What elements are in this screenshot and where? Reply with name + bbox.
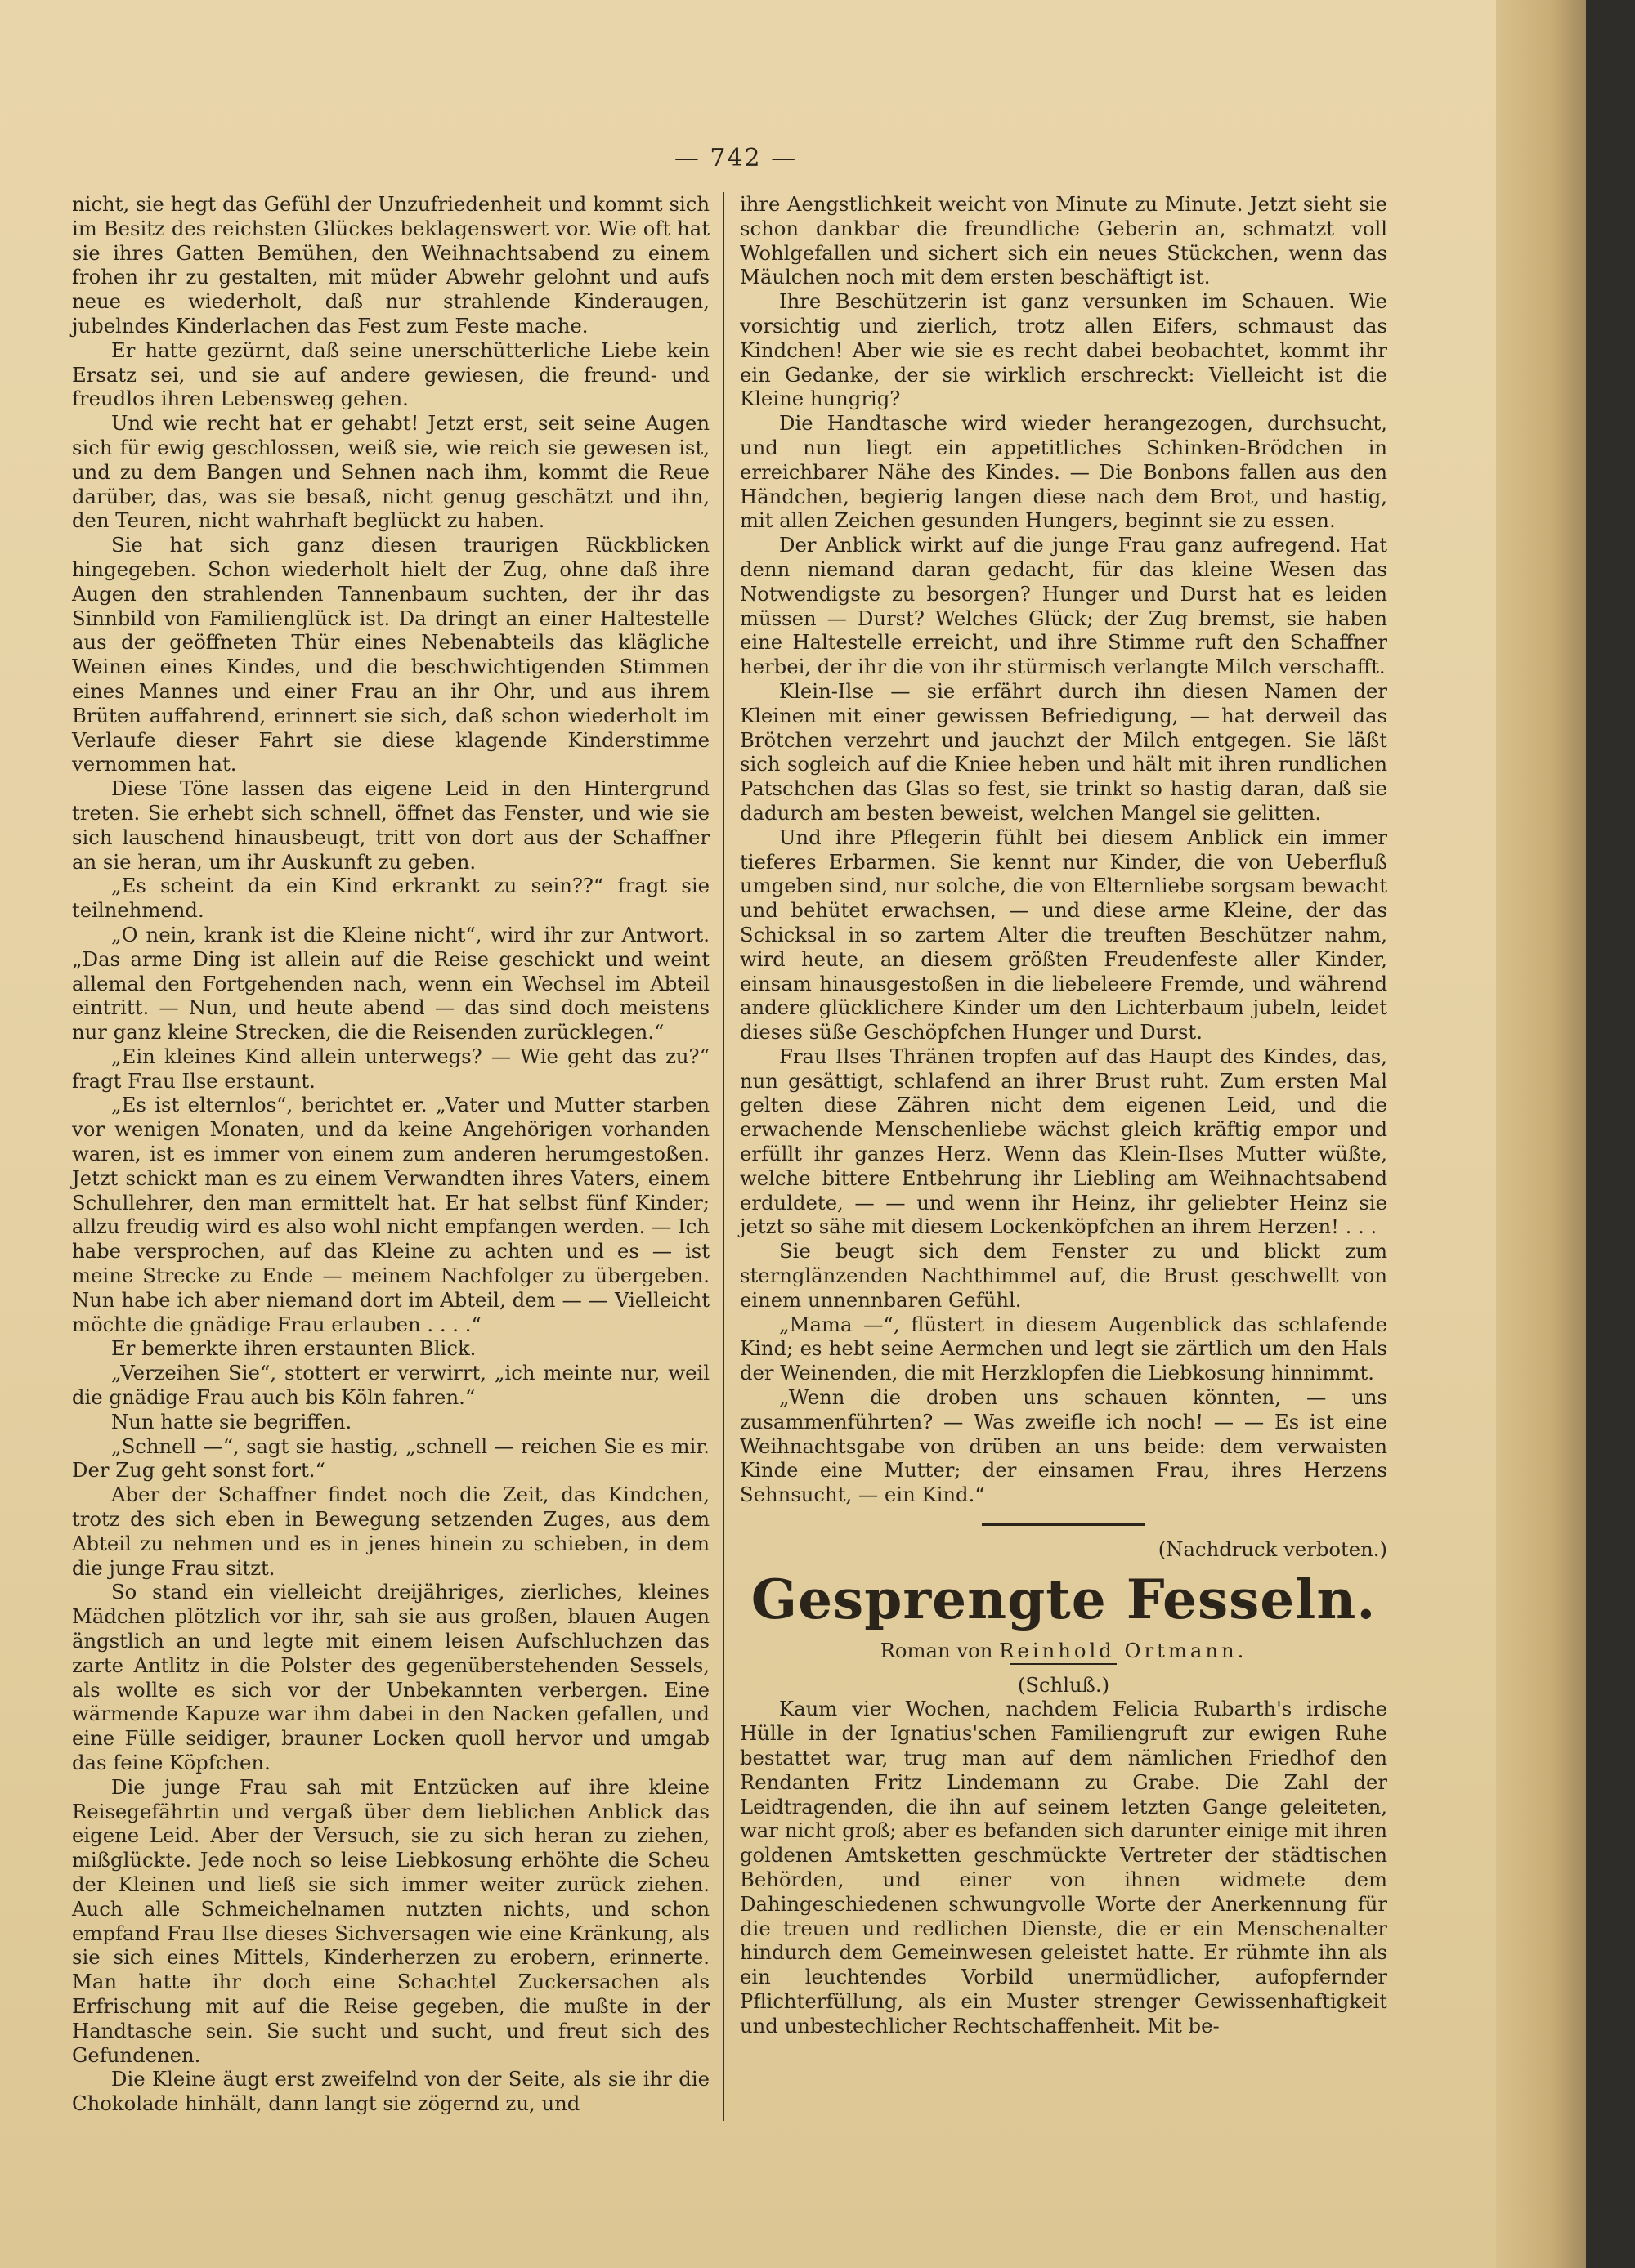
paragraph: Sie beugt sich dem Fenster zu und blickt zum sternglänzenden Nachthimmel auf, die Brust geschwellt von einem unnennbaren Gefühl.: [740, 1239, 1387, 1312]
paragraph: ihre Aengstlichkeit weicht von Minute zu Minute. Jetzt sieht sie schon dankbar die freundliche Geberin an, schmatzt voll Wohlgefallen und sichert sich ein neues Stückchen, wenn das Mäulchen noch mit dem ersten beschäftigt ist.: [740, 192, 1387, 289]
paragraph: Die junge Frau sah mit Entzücken auf ihre kleine Reisegefährtin und vergaß über dem lieblichen Anblick das eigene Leid. Aber der Versuch, sie zu sich heran zu ziehen, mißglückte. Jede noch so leise Liebkosung erhöhte die Scheu der Kleinen und ließ sie sich immer weiter zurück ziehen. Auch alle Schmeichelnamen nutzten nichts, und schon empfand Frau Ilse dieses Sichversagen wie eine Kränkung, als sie sich eines Mittels, Kinderherzen zu erobern, erinnerte. Man hatte ihr doch eine Schachtel Zuckersachen als Erfrischung mit auf die Reise gegeben, die mußte in der Handtasche sein. Sie sucht und sucht, und freut sich des Gefundenen.: [72, 1774, 710, 2067]
right-column: [740, 192, 1387, 2038]
paragraph: Klein-Ilse — sie erfährt durch ihn diesen Namen der Kleinen mit einer gewissen Befriedigung, — hat derweil das Brötchen verzehrt und jauchzt der Milch entgegen. Sie läßt sich sogleich auf die Kniee heben und hält mit ihren rundlichen Patschchen das Glas so fest, sie trinkt so hastig daran, daß sie dadurch am besten beweist, welchen Mangel sie gelitten.: [740, 678, 1387, 825]
paragraph: Die Handtasche wird wieder herangezogen, durchsucht, und nun liegt ein appetitliches Schinken-Brödchen in erreichbarer Nähe des Kindes. — Die Bonbons fallen aus den Händchen, begierig langen diese nach dem Brot, und hastig, mit allen Zeichen gesunden Hungers, beginnt sie zu essen.: [740, 411, 1387, 533]
paragraph: „Ein kleines Kind allein unterwegs? — Wie geht das zu?“ fragt Frau Ilse erstaunt.: [72, 1044, 710, 1093]
headline-divider: [1010, 1663, 1117, 1665]
paragraph: Und wie recht hat er gehabt! Jetzt erst, seit seine Augen sich für ewig geschlossen, weiß sie, wie reich sie gewesen ist, und zu dem Bangen und Sehnen nach ihm, kommt die Reue darüber, das, was sie besaß, nicht genug geschätzt und ihn, den Teuren, nicht wahrhaft beglückt zu haben.: [72, 411, 710, 533]
novel-headline: Gesprengte Fesseln.: [750, 1567, 1377, 1631]
part-label: (Schluß.): [1017, 1672, 1110, 1697]
paragraph: „Wenn die droben uns schauen könnten, — uns zusammenführten? — Was zweifle ich noch! — — Es ist eine Weihnachtsgabe von drüben an uns beide: dem verwaisten Kinde eine Mutter; der einsamen Frau, ihres Herzens Sehnsucht, — ein Kind.“: [740, 1385, 1387, 1507]
paragraph: „Es ist elternlos“, berichtet er. „Vater und Mutter starben vor wenigen Monaten, und da keine Angehörigen vorhanden waren, ist es immer von einem zum anderen herumgestoßen. Jetzt schickt man es zu einem Verwandten ihres Vaters, einem Schullehrer, den man ermittelt hat. Er hat selbst fünf Kinder; allzu freudig wird es also wohl nicht empfangen werden. — Ich habe versprochen, auf das Kleine zu achten und es — ist meine Strecke zu Ende — meinem Nachfolger zu übergeben. Nun habe ich aber niemand dort im Abteil, dem — — Vielleicht möchte die gnädige Frau erlauben . . . .“: [72, 1093, 710, 1336]
paragraph: So stand ein vielleicht dreijähriges, zierliches, kleines Mädchen plötzlich vor ihr, sah sie aus großen, blauen Augen ängstlich an und legte mit einem leisen Aufschluchzen das zarte Antlitz in die Polster des gegenüberstehenden Sessels, als wollte es sich vor der Unbekannten verbergen. Eine wärmende Kapuze war ihm dabei in den Nacken gefallen, und eine Fülle seidiger, brauner Locken quoll hervor und umgab das feine Köpfchen.: [72, 1580, 710, 1774]
paragraph: Frau Ilses Thränen tropfen auf das Haupt des Kindes, das, nun gesättigt, schlafend an ihrer Brust ruht. Zum ersten Mal gelten diese Zähren nicht dem eigenen Leid, und die erwachende Menschenliebe wächst gleich kräftig empor und erfüllt ihr ganzes Herz. Wenn das Klein-Ilses Mutter wüßte, welche bittere Entbehrung ihr Liebling am Weihnachtsabend erduldete, — — und wenn ihr Heinz, ihr geliebter Heinz sie jetzt so sähe mit diesem Lockenköpfchen an ihrem Herzen! . . .: [740, 1044, 1387, 1239]
paragraph: Diese Töne lassen das eigene Leid in den Hintergrund treten. Sie erhebt sich schnell, öffnet das Fenster, und wie sie sich lauschend hinausbeugt, tritt von dort aus der Schaffner an sie heran, um ihr Auskunft zu geben.: [72, 776, 710, 874]
paragraph: „Verzeihen Sie“, stottert er verwirrt, „ich meinte nur, weil die gnädige Frau auch bis Köln fahren.“: [72, 1361, 710, 1410]
book-spine: [1586, 0, 1635, 2268]
byline-prefix: Roman von: [880, 1638, 993, 1662]
paragraph: Die Kleine äugt erst zweifelnd von der Seite, als sie ihr die Chokolade hinhält, dann langt sie zögernd zu, und: [72, 2067, 710, 2116]
byline: [740, 1639, 1387, 1663]
paragraph: „Schnell —“, sagt sie hastig, „schnell — reichen Sie es mir. Der Zug geht sonst fort.“: [72, 1434, 710, 1483]
paragraph: Aber der Schaffner findet noch die Zeit, das Kindchen, trotz des sich eben in Bewegung setzenden Zuges, aus dem Abteil zu nehmen und es in jenes hinein zu schieben, in dem die junge Frau sitzt.: [72, 1483, 710, 1580]
section-divider: [982, 1523, 1145, 1526]
paragraph: Ihre Beschützerin ist ganz versunken im Schauen. Wie vorsichtig und zierlich, trotz allen Eifers, schmaust das Kindchen! Aber wie sie es recht dabei beobachtet, kommt ihr ein Gedanke, der sie wirklich erschreckt: Vielleicht ist die Kleine hungrig?: [740, 289, 1387, 411]
column-divider: [723, 192, 724, 2121]
paragraph: Kaum vier Wochen, nachdem Felicia Rubarth's irdische Hülle in der Ignatius'schen Familiengruft zur ewigen Ruhe bestattet war, trug man auf dem nämlichen Friedhof den Rendanten Fritz Lindemann zu Grabe. Die Zahl der Leidtragenden, die ihn auf seinem letzten Gange geleiteten, war nicht groß; aber es befanden sich darunter einige mit ihren goldenen Amtsketten geschmückte Vertreter der städtischen Behörden, und einer von ihnen widmete dem Dahingeschiedenen schwungvolle Worte der Anerkennung für die treuen und redlichen Dienste, die er ein Menschenalter hindurch dem Gemeinwesen geleistet hatte. Er rühmte ihn als ein leuchtendes Vorbild unermüdlicher, aufopfernder Pflichterfüllung, als ein Muster strenger Gewissenhaftigkeit und unbestechlicher Rechtschaffenheit. Mit be-: [740, 1697, 1387, 2038]
paragraph: Und ihre Pflegerin fühlt bei diesem Anblick ein immer tieferes Erbarmen. Sie kennt nur Kinder, die von Ueberfluß umgeben sind, nur solche, die von Elternliebe sorgsam bewacht und behütet erwachsen, — und diese arme Kleine, der das Schicksal in so zartem Alter die treuften Beschützer nahm, wird heute, an diesem größten Freudenfeste aller Kinder, einsam hinausgestoßen in die liebeleere Fremde, und während andere glücklichere Kinder um den Lichterbaum jubeln, leidet dieses süße Geschöpfchen Hunger und Durst.: [740, 825, 1387, 1045]
paragraph: Sie hat sich ganz diesen traurigen Rückblicken hingegeben. Schon wiederholt hielt der Zug, ohne daß ihre Augen den strahlenden Tannenbaum suchten, der ihr das Sinnbild von Familienglück ist. Da dringt an einer Haltestelle aus der geöffneten Thür eines Nebenabteils das klägliche Weinen eines Kindes, und die beschwichtigenden Stimmen eines Mannes und einer Frau an ihr Ohr, und aus ihrem Brüten auffahrend, erinnert sie sich, daß schon wiederholt im Verlaufe dieser Fahrt sie diese klagende Kinderstimme vernommen hat.: [72, 533, 710, 776]
paragraph: Nun hatte sie begriffen.: [111, 1409, 352, 1434]
paragraph: Der Anblick wirkt auf die junge Frau ganz aufregend. Hat denn niemand daran gedacht, für das kleine Wesen das Notwendigste zu besorgen? Hunger und Durst hat es leiden müssen — Durst? Welches Glück; der Zug bremst, sie haben eine Haltestelle erreicht, und ihre Stimme ruft den Schaffner herbei, der ihr die von ihr stürmisch verlangte Milch verschafft.: [740, 533, 1387, 679]
page-number: — 742 —: [674, 144, 798, 172]
byline-author: Reinhold Ortmann.: [999, 1638, 1248, 1662]
paragraph: „Mama —“, flüstert in diesem Augenblick das schlafende Kind; es hebt seine Aermchen und legt sie zärtlich um den Hals der Weinenden, die mit Herzklopfen die Liebkosung hinnimmt.: [740, 1312, 1387, 1385]
paragraph: nicht, sie hegt das Gefühl der Unzufriedenheit und kommt sich im Besitz des reichsten Glückes beklagenswert vor. Wie oft hat sie ihres Gatten Bemühen, den Weihnachtsabend zu einem frohen ihr zu gestalten, mit müder Abwehr gelohnt und aufs neue es wiederholt, daß nur strahlende Kinderaugen, jubelndes Kinderlachen das Fest zum Feste mache.: [72, 192, 710, 338]
left-column: [72, 192, 710, 2116]
paragraph: Er hatte gezürnt, daß seine unerschütterliche Liebe kein Ersatz sei, und sie auf andere gewiesen, die freund- und freudlos ihren Lebensweg gehen.: [72, 338, 710, 411]
paragraph: Er bemerkte ihren erstaunten Blick.: [111, 1336, 477, 1361]
paragraph: „O nein, krank ist die Kleine nicht“, wird ihr zur Antwort. „Das arme Ding ist allein auf die Reise geschickt und weint allemal den Fortgehenden nach, wenn ein Wechsel im Abteil eintritt. — Nun, und heute abend — das sind doch meistens nur ganz kleine Strecken, die die Reisenden zurücklegen.“: [72, 922, 710, 1045]
reprint-notice: (Nachdruck verboten.): [1158, 1537, 1387, 1562]
paragraph: „Es scheint da ein Kind erkrankt zu sein??“ fragt sie teilnehmend.: [72, 874, 710, 923]
